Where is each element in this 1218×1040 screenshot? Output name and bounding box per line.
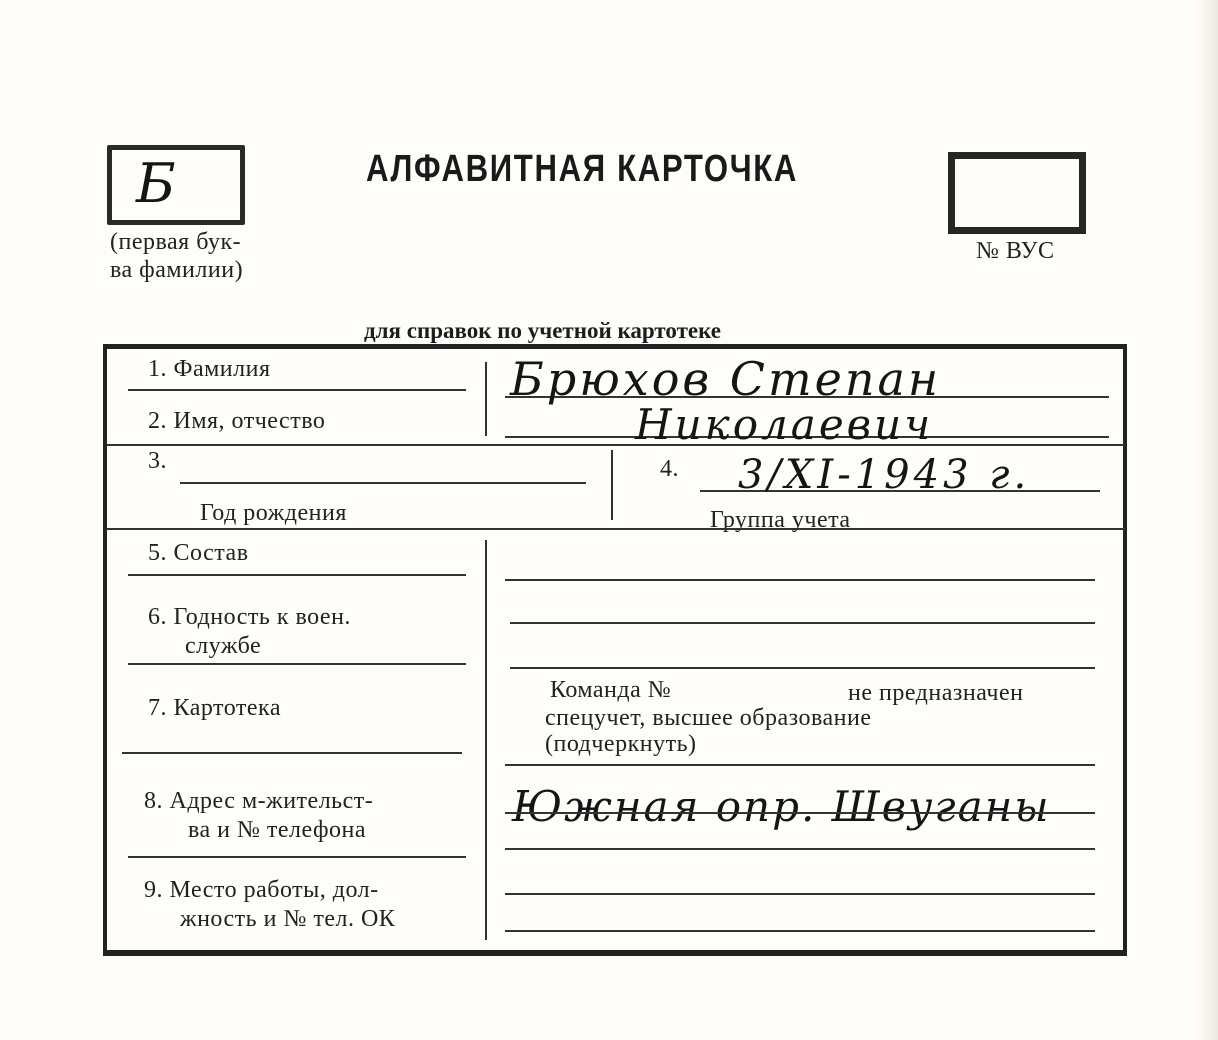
first-letter-caption-line1: (первая бук- (110, 229, 242, 255)
field-1-label: 1. Фамилия (148, 356, 271, 382)
divider-vertical-row3 (611, 450, 613, 520)
field-6-underline-right-b (510, 667, 1095, 669)
row-separator-2 (107, 444, 1125, 446)
first-letter-handwritten: Б (136, 152, 176, 215)
field-6-label-line2: службе (185, 633, 262, 659)
field-2-label: 2. Имя, отчество (148, 408, 326, 434)
row-separator-3 (107, 528, 1125, 530)
field-9-label-line1: 9. Место работы, дол- (144, 877, 379, 903)
field-7-note-line1: Команда № (550, 677, 672, 703)
field-4-caption: Группа учета (710, 507, 851, 533)
first-letter-caption-line2: ва фамилии) (110, 257, 244, 283)
field-8-underline-left (128, 856, 466, 858)
card-edge-shadow (1196, 0, 1218, 1040)
field-5-underline-left (128, 574, 466, 576)
field-7-note-line2: спецучет, высшее образование (545, 705, 872, 731)
field-3-underline (180, 482, 586, 484)
divider-vertical-top (485, 362, 487, 436)
field-6-underline-right-a (510, 622, 1095, 624)
card-subtitle: для справок по учетной картотеке (364, 318, 721, 343)
field-6-underline-left (128, 663, 466, 665)
divider-vertical-bottom (485, 540, 487, 940)
vus-label: № ВУС (976, 238, 1055, 264)
card-title: АЛФАВИТНАЯ КАРТОЧКА (366, 148, 799, 190)
field-3-caption: Год рождения (200, 500, 347, 526)
field-9-label-line2: жность и № тел. ОК (180, 906, 396, 932)
field-8-label-line2: ва и № телефона (188, 817, 367, 843)
field-4-label: 4. (660, 456, 679, 482)
field-8-label-line1: 8. Адрес м-жительст- (144, 788, 374, 814)
field-7-label: 7. Картотека (148, 695, 281, 721)
surname-name-handwritten: Брюхов Степан (510, 352, 942, 406)
field-6-label-line1: 6. Годность к воен. (148, 604, 351, 630)
field-8-underline-right-b (505, 848, 1095, 850)
field-7-note-line3: (подчеркнуть) (545, 731, 697, 757)
field-9-underline-right-b (505, 930, 1095, 932)
field-5-label: 5. Состав (148, 540, 249, 566)
address-handwritten: Южная опр. Швуганы (512, 782, 1051, 831)
vus-box (948, 152, 1086, 234)
field-9-underline-right-a (505, 893, 1095, 895)
field-7-underline-right (505, 764, 1095, 766)
field-7-note-line1b: не предназначен (848, 680, 1024, 706)
field-1-underline-left (128, 389, 466, 391)
patronymic-handwritten: Николаевич (635, 400, 934, 449)
field-3-label: 3. (148, 448, 167, 474)
birth-date-handwritten: 3/XI-1943 г. (738, 452, 1031, 498)
field-8-underline-right-a (505, 812, 1095, 814)
field-7-underline-left (122, 752, 462, 754)
field-5-underline-right (505, 579, 1095, 581)
first-letter-box (107, 145, 245, 225)
